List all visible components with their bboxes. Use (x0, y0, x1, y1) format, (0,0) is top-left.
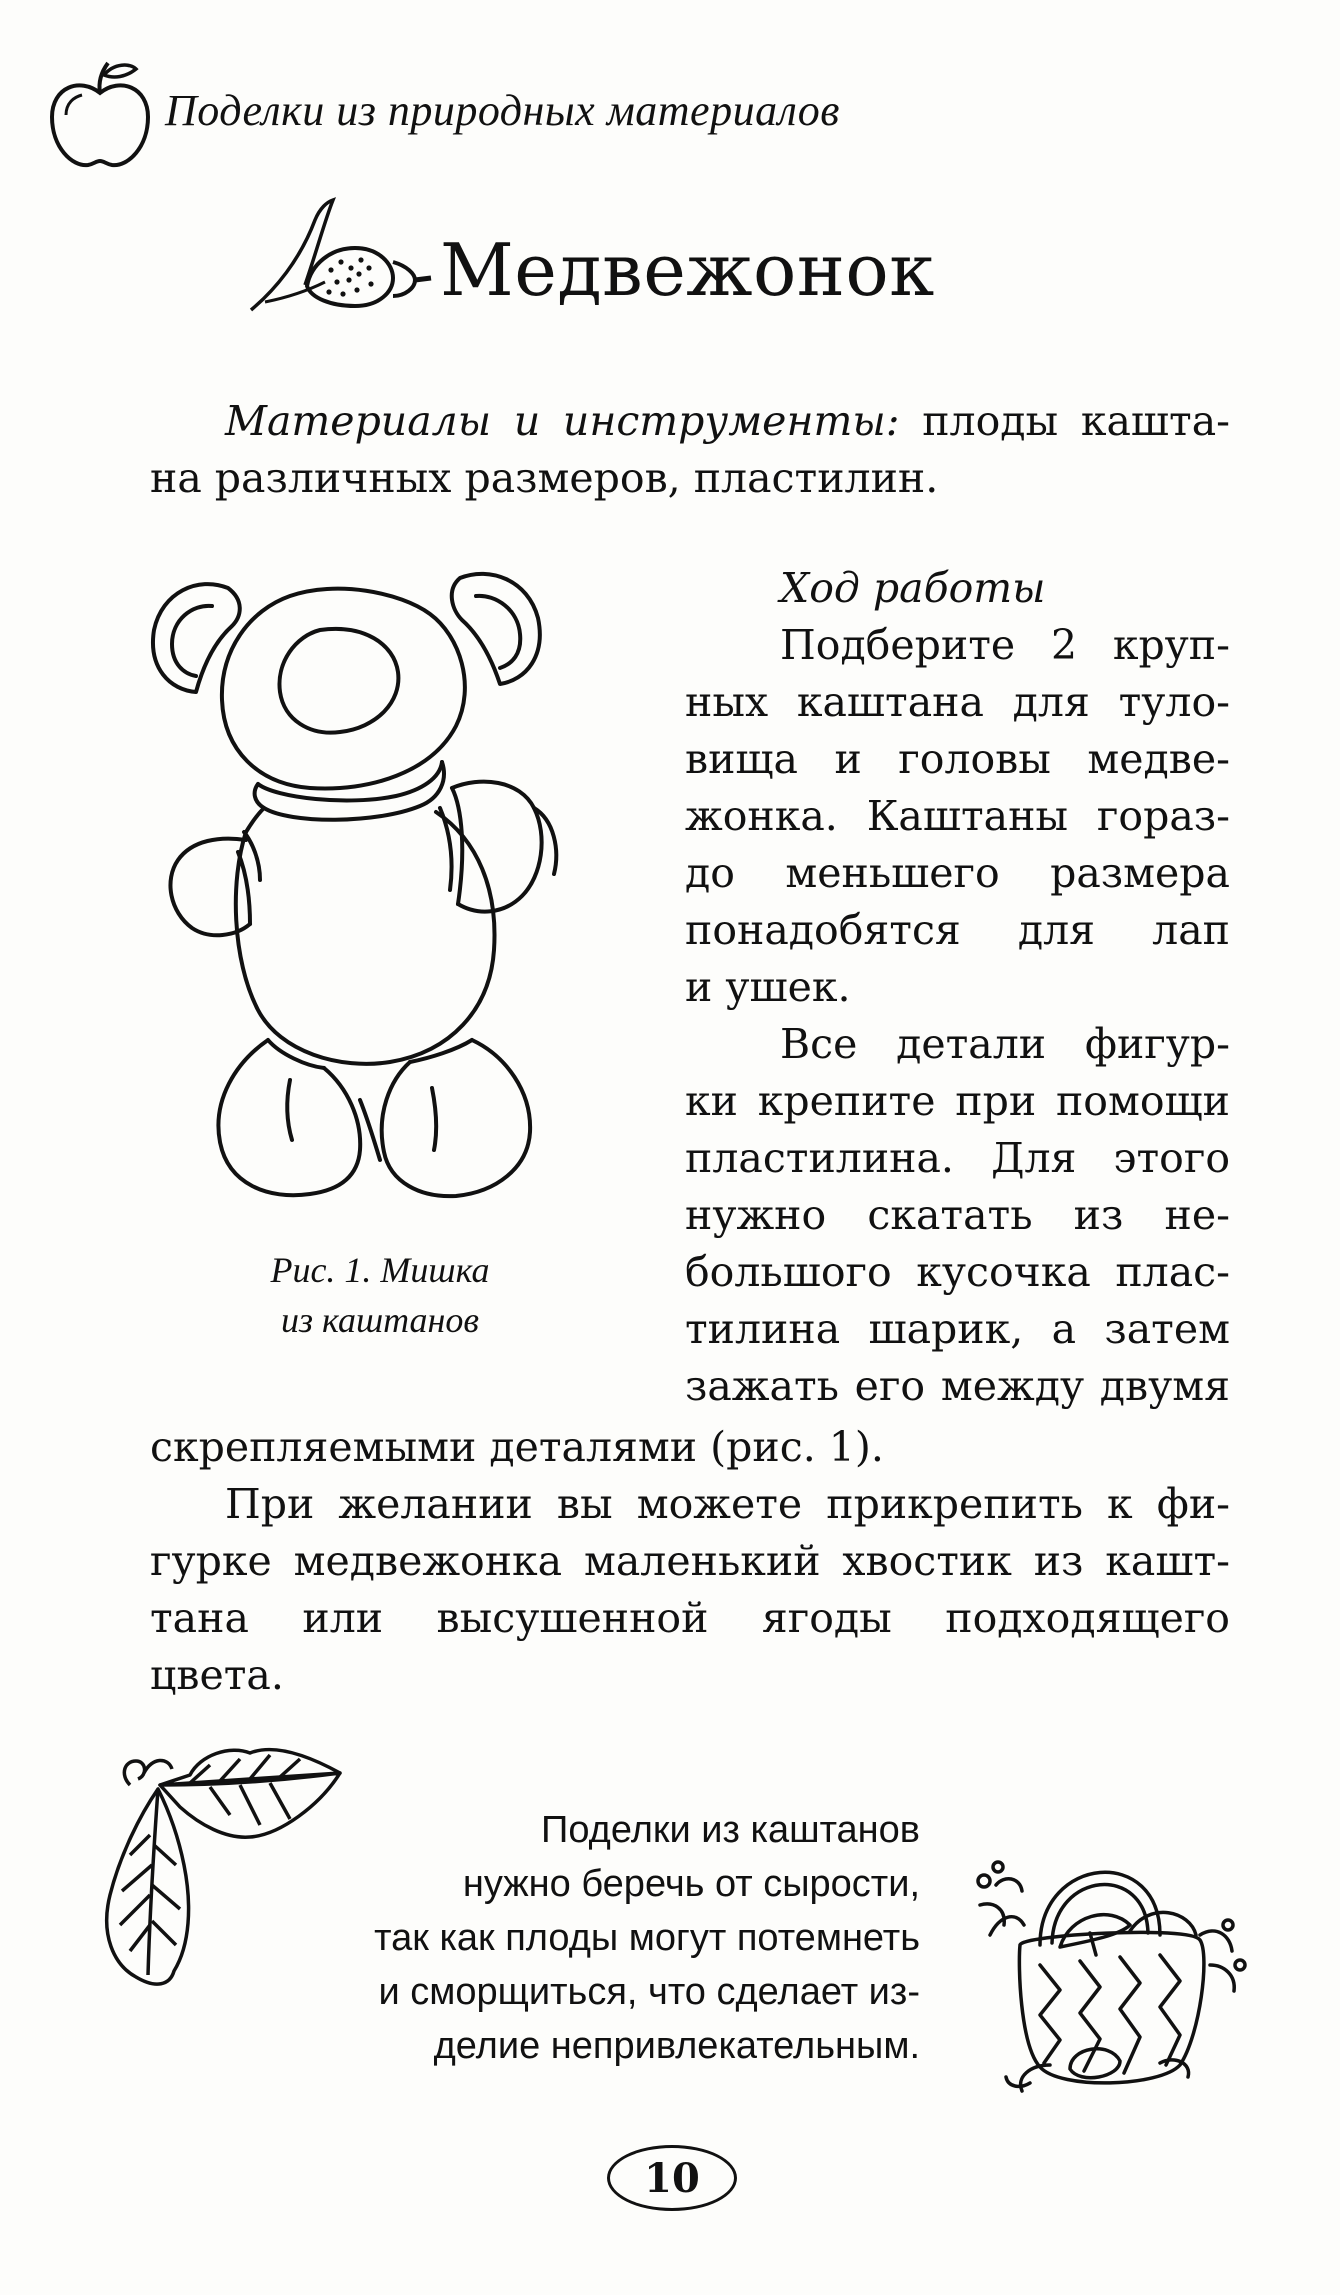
step-line: вища и головы медве- (685, 735, 1230, 783)
caption-line-1: Рис. 1. Мишка (270, 1250, 490, 1290)
note-text (210, 1803, 920, 2073)
step-line: нужно скатать из не- (685, 1191, 1230, 1239)
steps-heading: Ход работы (780, 564, 1046, 612)
step-paragraph-1 (685, 617, 1230, 1016)
materials-text-1: плоды кашта- (899, 397, 1230, 445)
note-line: так как плоды могут потемнеть (374, 1917, 920, 1959)
step-line: зажать его между двумя (685, 1362, 1230, 1410)
note-line: нужно беречь от сырости, (462, 1863, 920, 1905)
step-line: цвета. (150, 1651, 284, 1699)
page-number (607, 2145, 737, 2211)
step-paragraph-2 (685, 1016, 1230, 1415)
step-paragraph-2-end (150, 1419, 1230, 1476)
apple-icon (40, 55, 160, 175)
step-line: При желании вы можете прикрепить к фи- (225, 1480, 1230, 1528)
section-header: Поделки из природных материалов (165, 86, 840, 135)
step-line: ки крепите при помощи (685, 1077, 1230, 1125)
step-line: Подберите 2 круп- (780, 621, 1230, 669)
step-line: ных каштана для туло- (685, 678, 1230, 726)
step-line: жонка. Каштаны гораз- (685, 792, 1230, 840)
step-line: большого кусочка плас- (685, 1248, 1230, 1296)
step-line: скрепляемыми деталями (рис. 1). (150, 1423, 884, 1471)
teddy-bear-illustration (140, 540, 630, 1240)
caption-line-2: из каштанов (280, 1300, 480, 1340)
materials-lead: Материалы и инструменты: (225, 397, 900, 445)
step-line: гурке медвежонка маленький хвостик из кашт- (150, 1537, 1230, 1585)
note-line: делие непривлекательным. (433, 2025, 920, 2067)
step-line: до меньшего размера (685, 849, 1230, 897)
figure-caption (160, 1245, 600, 1345)
note-line: Поделки из каштанов (541, 1809, 920, 1851)
step-line: тилина шарик, а затем (685, 1305, 1230, 1353)
step-line: и ушек. (685, 963, 851, 1011)
step-line: пластилина. Для этого (685, 1134, 1230, 1182)
step-line: понадобятся для лап (685, 906, 1230, 954)
mushroom-basket-icon (960, 1815, 1250, 2105)
step-paragraph-3 (150, 1476, 1230, 1704)
materials-text-2: на различных размеров, пластилин. (150, 454, 939, 502)
step-line: тана или высушенной ягоды подходящего (150, 1594, 1230, 1642)
note-line: и сморщиться, что сделает из- (378, 1971, 920, 2013)
steps-column (685, 560, 1230, 1415)
materials-paragraph (150, 393, 1230, 507)
step-line: Все детали фигур- (780, 1020, 1230, 1068)
acorn-icon (245, 190, 435, 320)
page-number-text: 10 (644, 2154, 700, 2202)
page-title: Медвежонок (440, 228, 935, 312)
